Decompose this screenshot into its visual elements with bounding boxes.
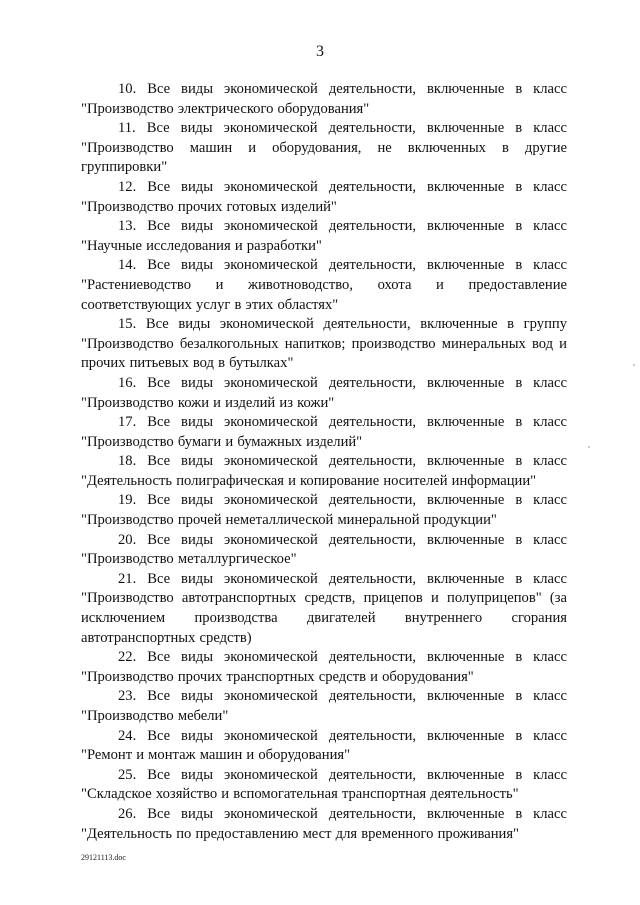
list-item-18: 18. Все виды экономической деятельности, включенные в класс "Деятельность полиграфическая и копирование носителей информации" (81, 453, 567, 489)
list-item-16: 16. Все виды экономической деятельности, включенные в класс "Производство кожи и изделий из кожи" (81, 374, 567, 411)
list-item-24: 24. Все виды экономической деятельности, включенные в класс "Ремонт и монтаж машин и оборудования" (81, 727, 567, 764)
list-item-21: 21. Все виды экономической деятельности, включенные в класс "Производство автотранспортных средств, прицепов и полуприцепов" (за исключением производства двигателей внутреннего сгорания автотранспортных средств) (81, 570, 567, 646)
list-item-14: 14. Все виды экономической деятельности, включенные в класс "Растениеводство и животноводство, охота и предоставление соответствующих услуг в этих областях" (81, 257, 567, 313)
page-number: 3 (316, 43, 324, 60)
list-item-19: 19. Все виды экономической деятельности, включенные в класс "Производство прочей неметаллической минеральной продукции" (81, 492, 567, 529)
list-item-15: 15. Все виды экономической деятельности, включенные в группу "Производство безалкогольных напитков; производство минеральных вод и прочих питьевых вод в бутылках" (81, 316, 567, 372)
document-body (81, 80, 567, 844)
list-item-13: 13. Все виды экономической деятельности, включенные в класс "Научные исследования и разработки" (81, 218, 567, 254)
footer-document-code: 29121113.doc (81, 853, 126, 862)
list-item-17: 17. Все виды экономической деятельности, включенные в класс "Производство бумаги и бумажных изделий" (81, 414, 567, 450)
scan-speck (633, 364, 635, 366)
list-item-11: 11. Все виды экономической деятельности, включенные в класс "Производство машин и оборудования, не включенных в другие группировки" (81, 120, 567, 176)
list-item-22: 22. Все виды экономической деятельности, включенные в класс "Производство прочих транспортных средств и оборудования" (81, 649, 567, 685)
list-item-26: 26. Все виды экономической деятельности, включенные в класс "Деятельность по предоставлению мест для временного проживания" (81, 805, 567, 842)
list-item-25: 25. Все виды экономической деятельности, включенные в класс "Складское хозяйство и вспомогательная транспортная деятельность" (81, 766, 567, 803)
list-item-12: 12. Все виды экономической деятельности, включенные в класс "Производство прочих готовых изделий" (81, 178, 567, 215)
list-item-10: 10. Все виды экономической деятельности, включенные в класс "Производство электрического оборудования" (81, 81, 567, 117)
list-item-20: 20. Все виды экономической деятельности, включенные в класс "Производство металлургическое" (81, 531, 567, 568)
scan-speck (588, 446, 590, 448)
list-item-23: 23. Все виды экономической деятельности, включенные в класс "Производство мебели" (81, 688, 567, 724)
